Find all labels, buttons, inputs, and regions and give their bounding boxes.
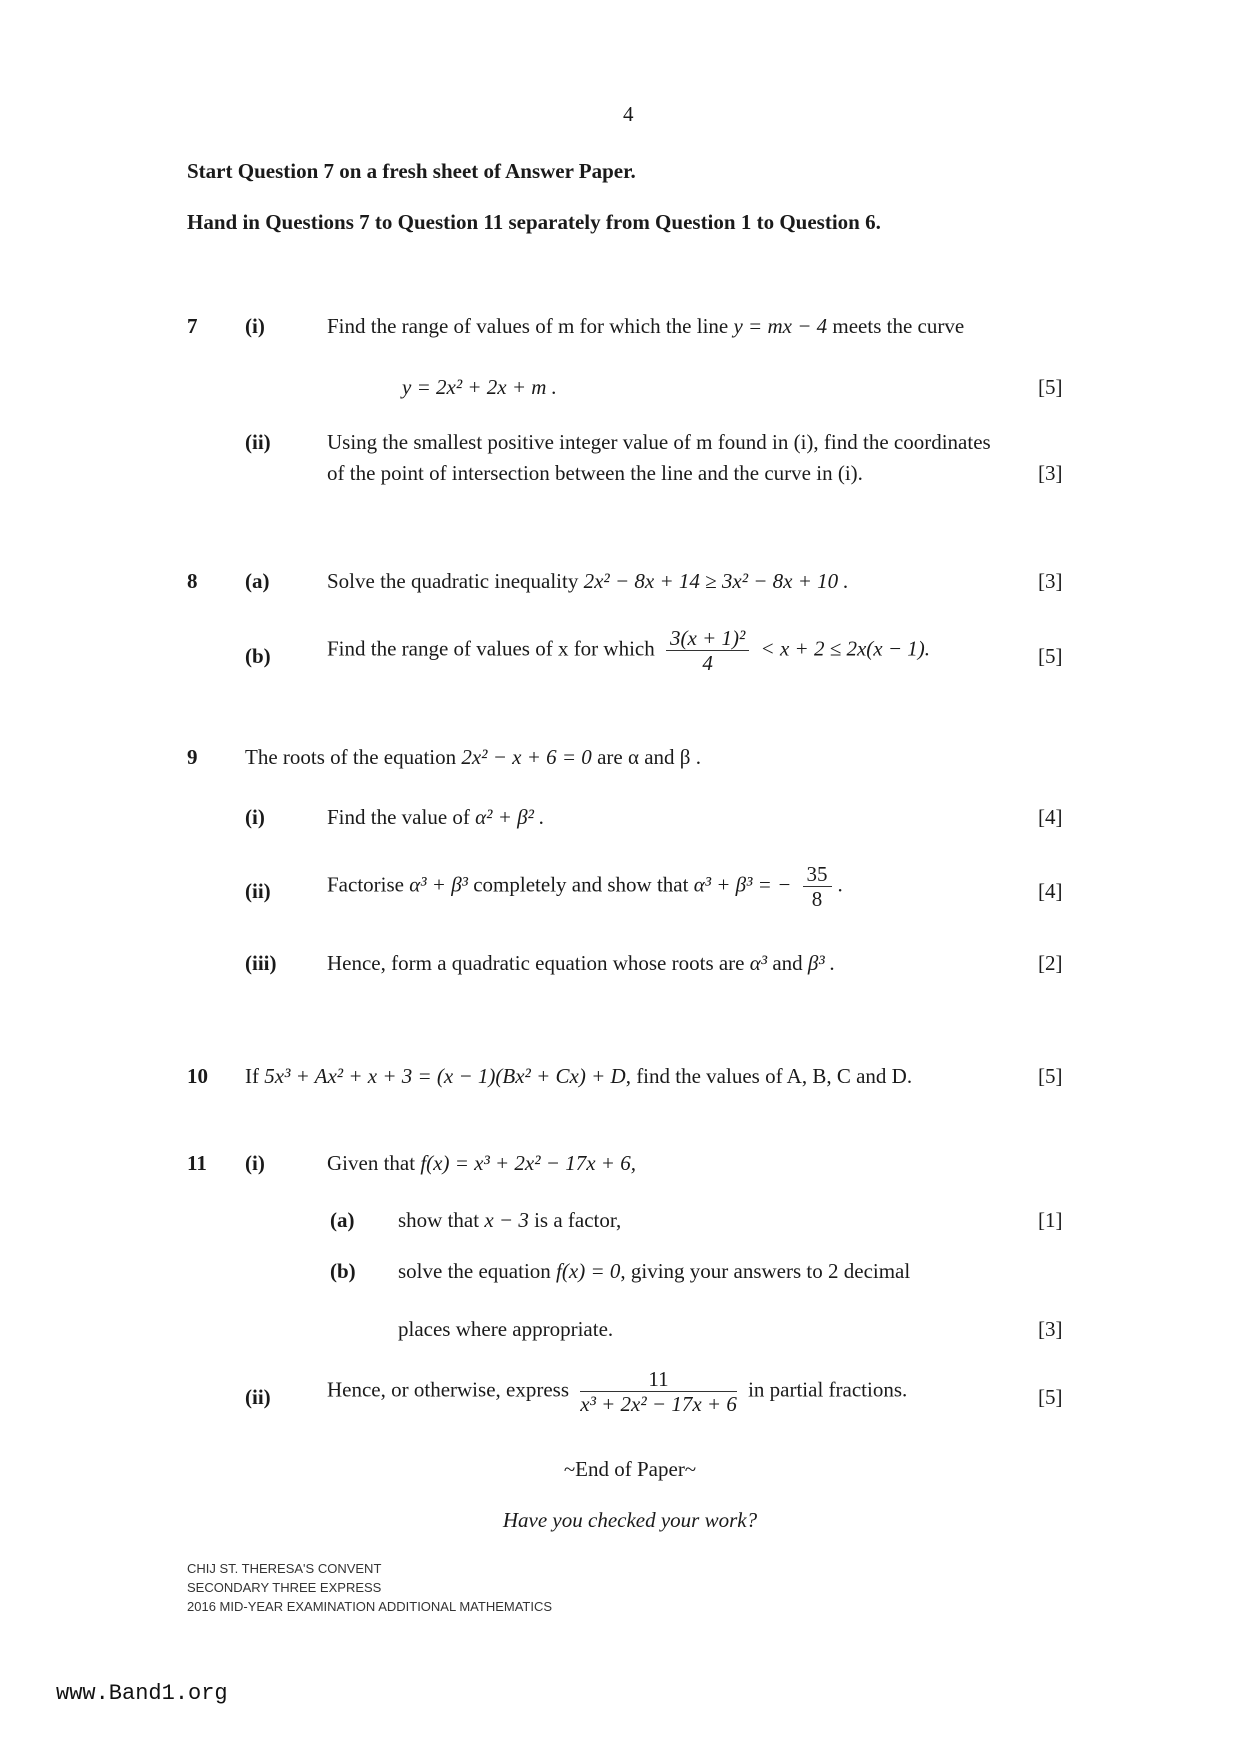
q9-iii-beta: β³ . [807,951,836,975]
q9-ii-marks: [4] [1038,879,1063,903]
instruction-hand-in: Hand in Questions 7 to Question 11 separately from Question 1 to Question 6. [187,210,881,234]
q8-b-marks: [5] [1038,644,1063,668]
q11-b-label: (b) [330,1259,356,1283]
q8-a-text [327,571,849,592]
q8-a-marks: [3] [1038,569,1063,593]
q7-ii-line2: of the point of intersection between the line and the curve in (i). [327,461,863,485]
page-number: 4 [623,102,634,126]
q9-iii-marks: [2] [1038,951,1063,975]
q9-equation: 2x² − x + 6 = 0 [461,745,592,769]
q11-i-label: (i) [245,1151,265,1175]
q10-text [245,1066,912,1087]
q9-number: 9 [187,745,198,769]
q9-i-label: (i) [245,805,265,829]
q11-ii-marks: [5] [1038,1385,1063,1409]
q11-ii-text [327,1367,907,1416]
q7-i-line-equation: y = mx − 4 [733,314,828,338]
q7-i-text [327,316,964,337]
q9-iii-text [327,953,835,974]
q10-stem2: , find the values of A, B, C and D. [625,1064,913,1088]
q8-b-inequality: < x + 2 ≤ 2x(x − 1). [760,636,931,661]
q8-b-label: (b) [245,644,271,668]
website-watermark: www.Band1.org [56,1681,228,1706]
footer-exam: 2016 MID-YEAR EXAMINATION ADDITIONAL MATHEMATICS [187,1599,553,1614]
q9-ii-denominator: 8 [811,887,823,912]
q9-iii-and: and [772,951,803,975]
q8-a-label: (a) [245,569,270,593]
q11-function: f(x) = x³ + 2x² − 17x + 6, [420,1151,636,1175]
q9-i-marks: [4] [1038,805,1063,829]
q11-ii-denominator: x³ + 2x² − 17x + 6 [580,1392,737,1417]
q8-b-numerator: 3(x + 1)² [666,626,749,651]
q10-number: 10 [187,1064,208,1088]
q7-ii-line1: Using the smallest positive integer value of m found in (i), find the coordinates [327,430,991,454]
q7-ii-label: (ii) [245,430,271,454]
q7-number: 7 [187,314,198,338]
q8-b-denominator: 4 [702,651,713,676]
instruction-start: Start Question 7 on a fresh sheet of Answer Paper. [187,159,636,183]
q9-i-expression: α² + β² . [475,805,545,829]
q11-a-text [398,1210,621,1231]
q9-i-text [327,807,544,828]
q11-b-line2: places where appropriate. [398,1317,614,1341]
q9-ii-label: (ii) [245,879,271,903]
q11-ii-numerator: 11 [580,1367,737,1392]
check-work-note: Have you checked your work? [502,1508,758,1532]
q9-iii-stem: Hence, form a quadratic equation whose roots are [327,951,745,975]
q9-ii-equation: α³ + β³ = − [693,872,792,897]
q11-b-marks: [3] [1038,1317,1063,1341]
q11-a-marks: [1] [1038,1208,1063,1232]
q11-b-text [398,1261,910,1282]
q11-a-stem: show that [398,1208,480,1232]
q8-b-text [327,626,930,675]
q11-ii-stem2: in partial fractions. [748,1377,908,1402]
q9-stem [245,747,701,768]
q7-i-marks: [5] [1038,375,1063,399]
q11-ii-label: (ii) [245,1385,271,1409]
q9-ii-expression: α³ + β³ [409,872,468,897]
q11-ii-fraction [580,1367,737,1416]
q8-number: 8 [187,569,198,593]
q8-a-stem: Solve the quadratic inequality [327,569,579,593]
q9-ii-fraction [803,862,832,911]
q9-iii-label: (iii) [245,951,277,975]
q11-b-equation: f(x) = 0 [556,1259,621,1283]
q7-ii-marks: [3] [1038,461,1063,485]
q9-stem-end: are α and β . [597,745,701,769]
q11-ii-stem: Hence, or otherwise, express [327,1377,569,1402]
q11-i-text [327,1153,636,1174]
q7-i-label: (i) [245,314,265,338]
q7-i-curve-equation: y = 2x² + 2x + m . [402,375,557,399]
q10-marks: [5] [1038,1064,1063,1088]
q11-a-stem2: is a factor, [534,1208,622,1232]
q8-a-inequality: 2x² − 8x + 14 ≥ 3x² − 8x + 10 . [583,569,849,593]
q11-i-stem: Given that [327,1151,416,1175]
q7-i-stem: Find the range of values of m for which the line [327,314,729,338]
q10-identity: 5x³ + Ax² + x + 3 = (x − 1)(Bx² + Cx) + D [264,1064,626,1088]
q11-b-stem: solve the equation [398,1259,551,1283]
footer-level: SECONDARY THREE EXPRESS [187,1580,382,1595]
q9-ii-text: Factorise α³ + β³ completely and show that α³ + β³ = − $\frac{35}{8}$ . [327,862,843,912]
q10-stem: If [245,1064,259,1088]
q9-i-stem: Find the value of [327,805,470,829]
q8-b-stem: Find the range of values of x for which [327,636,655,661]
q11-b-stem2: , giving your answers to 2 decimal [620,1259,911,1283]
q9-ii-numerator: 35 [803,862,832,887]
q9-iii-alpha: α³ [749,951,768,975]
end-of-paper: ~End of Paper~ [563,1457,697,1481]
q9-ii-stem2: completely and show that [473,872,689,897]
q11-number: 11 [187,1151,207,1175]
q8-b-fraction [666,626,749,675]
q9-ii-stem: Factorise [327,872,404,897]
footer-school: CHIJ ST. THERESA'S CONVENT [187,1561,382,1576]
q9-stem-text: The roots of the equation [245,745,457,769]
q11-a-label: (a) [330,1208,355,1232]
q7-i-stem2: meets the curve [832,314,965,338]
q11-a-factor: x − 3 [484,1208,529,1232]
